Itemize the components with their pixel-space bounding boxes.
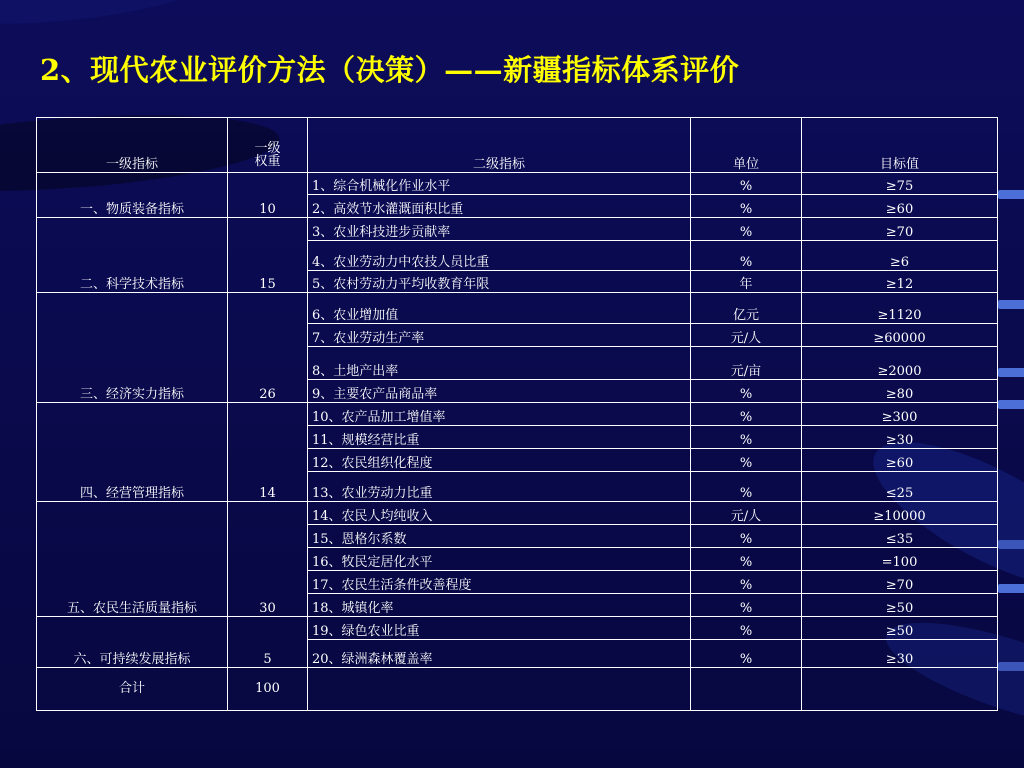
level1-indicator: 五、农民生活质量指标: [37, 502, 228, 617]
table-header-row: [37, 118, 998, 173]
level2-indicator: 5、农村劳动力平均收教育年限: [308, 271, 691, 293]
indicator-unit: %: [691, 594, 802, 617]
indicator-target: ≤35: [802, 525, 998, 548]
indicator-unit: 亿元: [691, 293, 802, 324]
header-level2: 二级指标: [308, 118, 691, 173]
level2-indicator: 11、规模经营比重: [308, 426, 691, 449]
level2-indicator: 7、农业劳动生产率: [308, 324, 691, 347]
indicator-target: ≥80: [802, 380, 998, 403]
indicator-target: ≥50: [802, 617, 998, 640]
indicator-target: ≥70: [802, 571, 998, 594]
indicator-unit: 元/人: [691, 502, 802, 525]
level2-indicator: 14、农民人均纯收入: [308, 502, 691, 525]
indicator-target: ≥300: [802, 403, 998, 426]
indicator-target: ≥70: [802, 218, 998, 241]
level2-indicator: 19、绿色农业比重: [308, 617, 691, 640]
indicator-unit: 元/人: [691, 324, 802, 347]
indicator-unit: %: [691, 195, 802, 218]
level2-indicator: 9、主要农产品商品率: [308, 380, 691, 403]
level1-weight: 5: [228, 617, 308, 668]
header-target: 目标值: [802, 118, 998, 173]
total-row: [37, 668, 998, 711]
level1-indicator: 六、可持续发展指标: [37, 617, 228, 668]
table-row: [37, 173, 998, 195]
level1-indicator: 一、物质装备指标: [37, 173, 228, 218]
level1-weight: 14: [228, 403, 308, 502]
decorative-bar: [998, 190, 1024, 199]
indicator-unit: %: [691, 173, 802, 195]
total-empty-indicator: [308, 668, 691, 711]
level2-indicator: 3、农业科技进步贡献率: [308, 218, 691, 241]
total-empty-target: [802, 668, 998, 711]
total-label: 合计: [37, 668, 228, 711]
indicator-unit: %: [691, 548, 802, 571]
indicator-target: ≥75: [802, 173, 998, 195]
level2-indicator: 4、农业劳动力中农技人员比重: [308, 241, 691, 271]
indicator-unit: %: [691, 403, 802, 426]
table-body: [37, 173, 998, 711]
table-row: [37, 617, 998, 640]
level2-indicator: 17、农民生活条件改善程度: [308, 571, 691, 594]
indicator-unit: %: [691, 525, 802, 548]
indicator-unit: %: [691, 218, 802, 241]
level2-indicator: 6、农业增加值: [308, 293, 691, 324]
indicator-target: ≥60: [802, 449, 998, 472]
indicator-target: ≥1120: [802, 293, 998, 324]
decorative-bar: [998, 540, 1024, 549]
level1-indicator: 二、科学技术指标: [37, 218, 228, 293]
indicator-unit: 元/亩: [691, 347, 802, 380]
level2-indicator: 15、恩格尔系数: [308, 525, 691, 548]
table-row: [37, 502, 998, 525]
indicator-target: ≤25: [802, 472, 998, 502]
indicator-target: ≥2000: [802, 347, 998, 380]
indicator-target: ≥60: [802, 195, 998, 218]
decorative-bar: [998, 300, 1024, 309]
indicator-target: ≥10000: [802, 502, 998, 525]
level1-weight: 26: [228, 293, 308, 403]
decorative-bar: [998, 400, 1024, 409]
indicator-target: ≥50: [802, 594, 998, 617]
level2-indicator: 2、高效节水灌溉面积比重: [308, 195, 691, 218]
background-swoosh: [0, 0, 222, 36]
level1-indicator: 四、经营管理指标: [37, 403, 228, 502]
indicator-target: ≥30: [802, 426, 998, 449]
total-weight: 100: [228, 668, 308, 711]
indicator-target: =100: [802, 548, 998, 571]
header-unit: 单位: [691, 118, 802, 173]
indicator-unit: %: [691, 380, 802, 403]
level2-indicator: 18、城镇化率: [308, 594, 691, 617]
level1-weight: 15: [228, 218, 308, 293]
table-row: [37, 218, 998, 241]
decorative-bar: [998, 584, 1024, 593]
indicator-target: ≥6: [802, 241, 998, 271]
level2-indicator: 8、土地产出率: [308, 347, 691, 380]
level1-indicator: 三、经济实力指标: [37, 293, 228, 403]
indicator-unit: %: [691, 571, 802, 594]
indicator-unit: %: [691, 617, 802, 640]
level2-indicator: 12、农民组织化程度: [308, 449, 691, 472]
level2-indicator: 16、牧民定居化水平: [308, 548, 691, 571]
table-row: [37, 403, 998, 426]
indicator-unit: 年: [691, 271, 802, 293]
level1-weight: 10: [228, 173, 308, 218]
decorative-bar: [998, 368, 1024, 377]
slide-title: 2、现代农业评价方法（决策）——新疆指标体系评价: [40, 53, 740, 87]
total-empty-unit: [691, 668, 802, 711]
indicator-unit: %: [691, 241, 802, 271]
level1-weight: 30: [228, 502, 308, 617]
level2-indicator: 10、农产品加工增值率: [308, 403, 691, 426]
indicator-unit: %: [691, 426, 802, 449]
indicator-unit: %: [691, 640, 802, 668]
decorative-bar: [998, 662, 1024, 671]
table-row: [37, 293, 998, 324]
indicator-target: ≥60000: [802, 324, 998, 347]
indicator-unit: %: [691, 449, 802, 472]
level2-indicator: 13、农业劳动力比重: [308, 472, 691, 502]
header-level1: 一级指标: [37, 118, 228, 173]
level2-indicator: 1、综合机械化作业水平: [308, 173, 691, 195]
level2-indicator: 20、绿洲森林覆盖率: [308, 640, 691, 668]
header-weight: 一级权重: [228, 118, 308, 173]
indicator-target: ≥30: [802, 640, 998, 668]
indicator-table: [36, 117, 998, 711]
indicator-unit: %: [691, 472, 802, 502]
indicator-target: ≥12: [802, 271, 998, 293]
